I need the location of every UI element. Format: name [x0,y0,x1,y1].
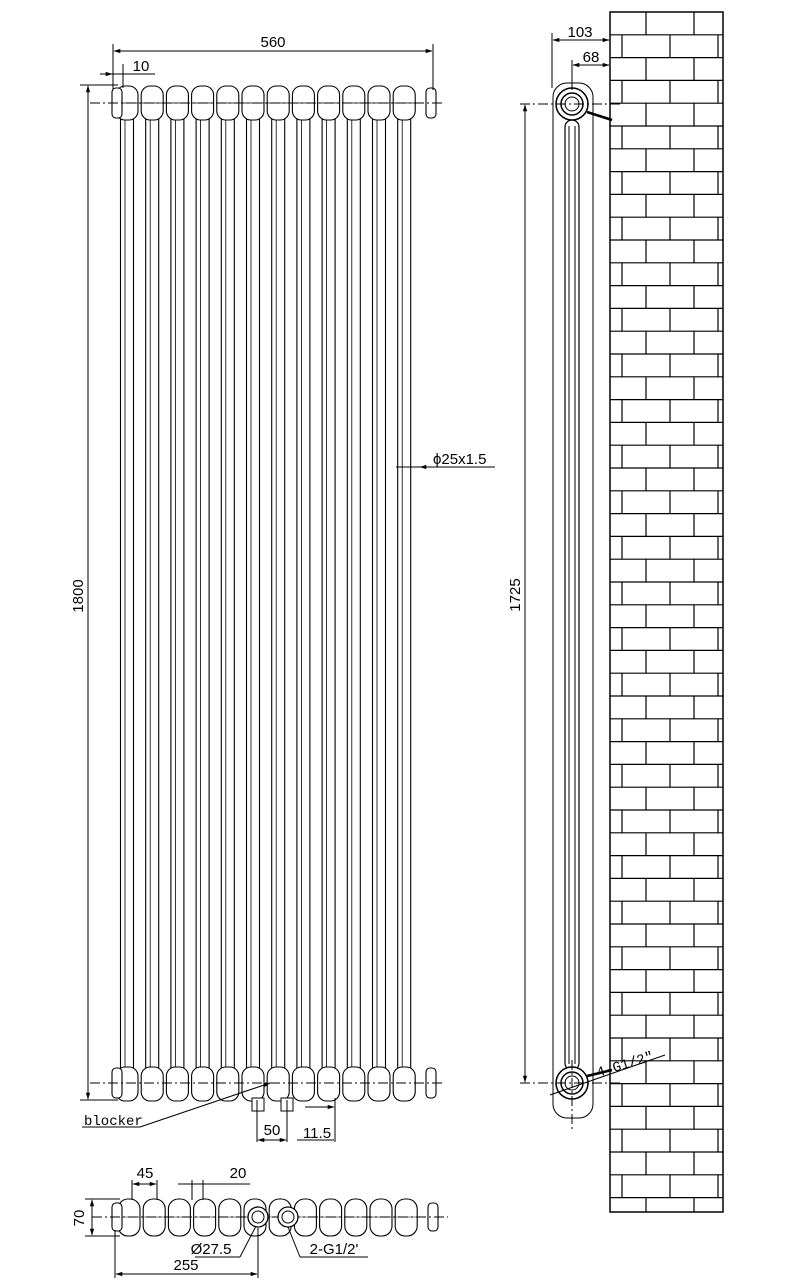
front-bottom-collar [318,1067,340,1101]
connection-label: 2-G1/2' [309,1241,359,1258]
side-radiator-tube [565,120,579,1070]
inlet-offset-label: 11.5 [302,1125,332,1142]
front-bottom-collar [166,1067,188,1101]
width-label: 560 [260,34,286,51]
front-tube [297,92,310,1094]
front-bottom-collar [242,1067,264,1101]
front-bottom-collar [267,1067,289,1101]
front-bottom-collar [368,1067,390,1101]
depth-label: 103 [567,24,593,41]
front-bottom-collar [141,1067,163,1101]
centers-label: 1725 [507,578,524,612]
front-tube [121,92,134,1094]
conn-offset-label: 255 [173,1257,199,1274]
front-inlet-stub-left [252,1098,264,1111]
depth70-label: 70 [71,1209,88,1227]
front-tube [146,92,159,1094]
pitch-label: 45 [136,1165,154,1182]
front-bottom-collar [217,1067,239,1101]
wall-offset-label: 68 [582,49,600,66]
front-bottom-collar [292,1067,314,1101]
front-tube [221,92,234,1094]
front-tube-group [112,86,436,1111]
bottom-view [71,1165,448,1278]
offset-label: 10 [132,58,150,75]
pipe-label: Ø27.5 [190,1241,232,1258]
front-tube [247,92,260,1094]
front-tube [373,92,386,1094]
front-tube [196,92,209,1094]
tube-label: ϕ25x1.5 [433,451,487,468]
front-bottom-collar [393,1067,415,1101]
inlet-spacing-label: 50 [263,1122,281,1139]
front-view [70,34,495,1142]
front-bottom-collar [343,1067,365,1101]
bottom-inlet-right-inner [282,1211,294,1223]
blocker-label: blocker [84,1114,143,1130]
front-tube [272,92,285,1094]
bottom-inlet-left-inner [252,1211,264,1223]
front-tube [322,92,335,1094]
front-tube [347,92,360,1094]
front-tube [398,92,411,1094]
wall [610,12,723,1212]
front-bottom-collar [192,1067,214,1101]
height-label: 1800 [70,579,87,613]
side-view [507,12,723,1212]
thread-label: 4-G1/2" [594,1049,656,1082]
gap-label: 20 [229,1165,247,1182]
front-tube [171,92,184,1094]
